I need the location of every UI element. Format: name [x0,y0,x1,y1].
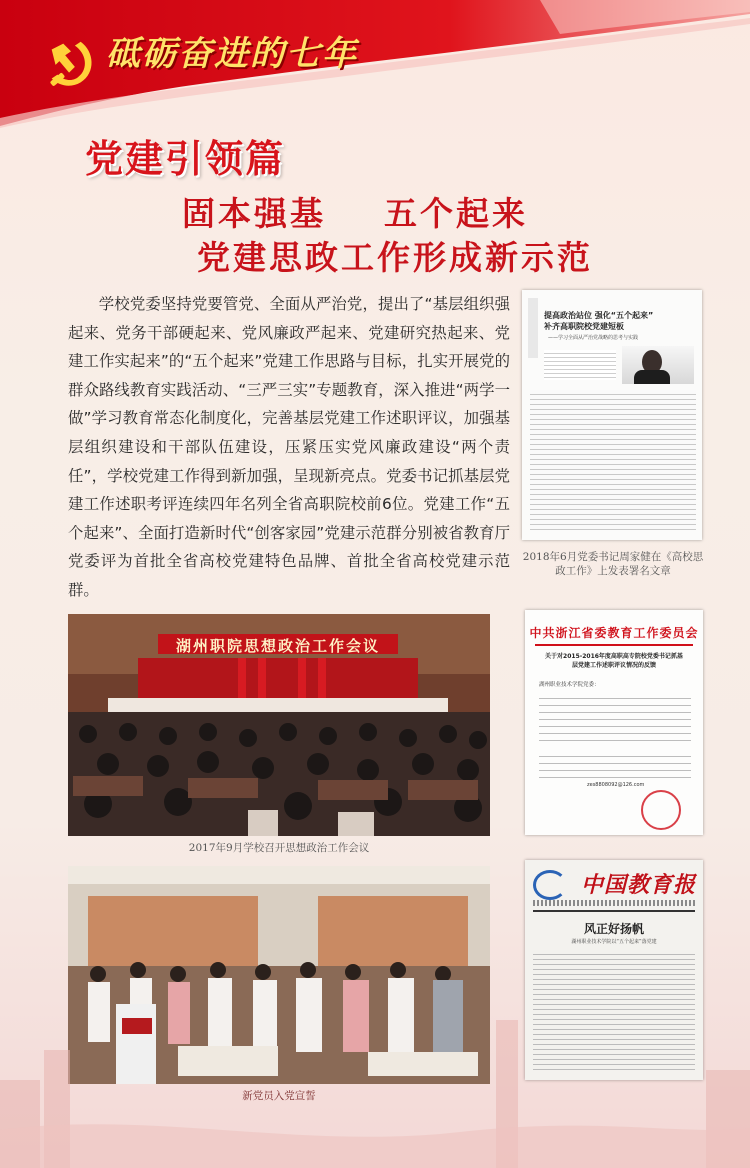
notice-red-rule [535,644,693,646]
banner-title: 砥砺奋进的七年 [106,34,358,74]
notice-email: zes8808092@126.com [587,782,645,788]
section-title: 党建引领篇 [85,137,286,181]
article-text-block [544,350,616,380]
magazine-sidebar-strip [528,298,538,358]
article-headline-a: 提高政治站位 强化“五个起来” [544,311,654,320]
newspaper-headline: 风正好扬帆 [583,922,644,936]
newspaper-dateline [533,900,695,906]
newspaper-masthead: 中国教育报 [581,872,697,898]
article-headline-b: 补齐高职院校党建短板 [544,322,624,331]
meeting-caption: 2017年9月学校召开思想政治工作会议 [188,842,370,854]
notice-document-image [525,610,703,835]
author-portrait [622,346,694,384]
notice-org: 中共浙江省委教育工作委员会 [529,626,699,640]
notice-body-lines [539,692,691,744]
newspaper-rule [533,910,695,912]
notice-title: 关于对2015-2016年度高职高专院校党委书记抓基层党建工作述职评议情况的反馈 [545,653,683,669]
body-paragraph: 学校党委坚持党要管党、全面从严治党，提出了“基层组织强起来、党务干部硬起来、党风廉政严起来、党建研究热起来、党建工作实起来”的“五个起来”党建工作思路与目标，扎实开展党的群众路线教育实践活动、“三严三实”专题教育，深入推进“两学一做”学习教育常态化制度化，完善基层党建工作述职评议，加强基层组织建设和干部队伍建设，压紧压实党风廉政建设“两个责任”，学校党建工作得到新加强，呈现新亮点。党委书记抓基层党建工作述职考评连续四年名列全省高职院校前6位。党建工作“五个起来”、全面打造新时代“创客家园”党建示范群分别被省教育厅党委评为首批全省高校党建特色品牌、首批全省高校党建示范群。 [68,295,510,599]
newspaper-subhead: 湖州职业技术学院以“五个起来”落党建 [571,939,657,945]
party-emblem-icon [42,34,100,92]
meeting-banner-text: 湖州职院思想政治工作会议 [175,637,380,655]
magazine-article-image [522,290,702,540]
article-subtitle: ——学习全面从严治党战略的思考与实践 [548,335,639,341]
article-columns [530,390,696,530]
notice-greeting: 湖州职业技术学院党委： [539,682,600,688]
notice-body-lines-2 [539,750,691,778]
oath-caption: 新党员入党宣誓 [242,1090,316,1102]
headline-line-1: 固本强基 五个起来 [182,194,528,233]
newspaper-logo-icon [533,870,567,900]
official-seal [641,790,681,830]
article-caption: 2018年6月党委书记周家健在《高校思政工作》上发表署名文章 [522,551,704,577]
headline-line-2: 党建思政工作形成新示范 [197,238,593,277]
skyline-decoration [0,960,750,1168]
